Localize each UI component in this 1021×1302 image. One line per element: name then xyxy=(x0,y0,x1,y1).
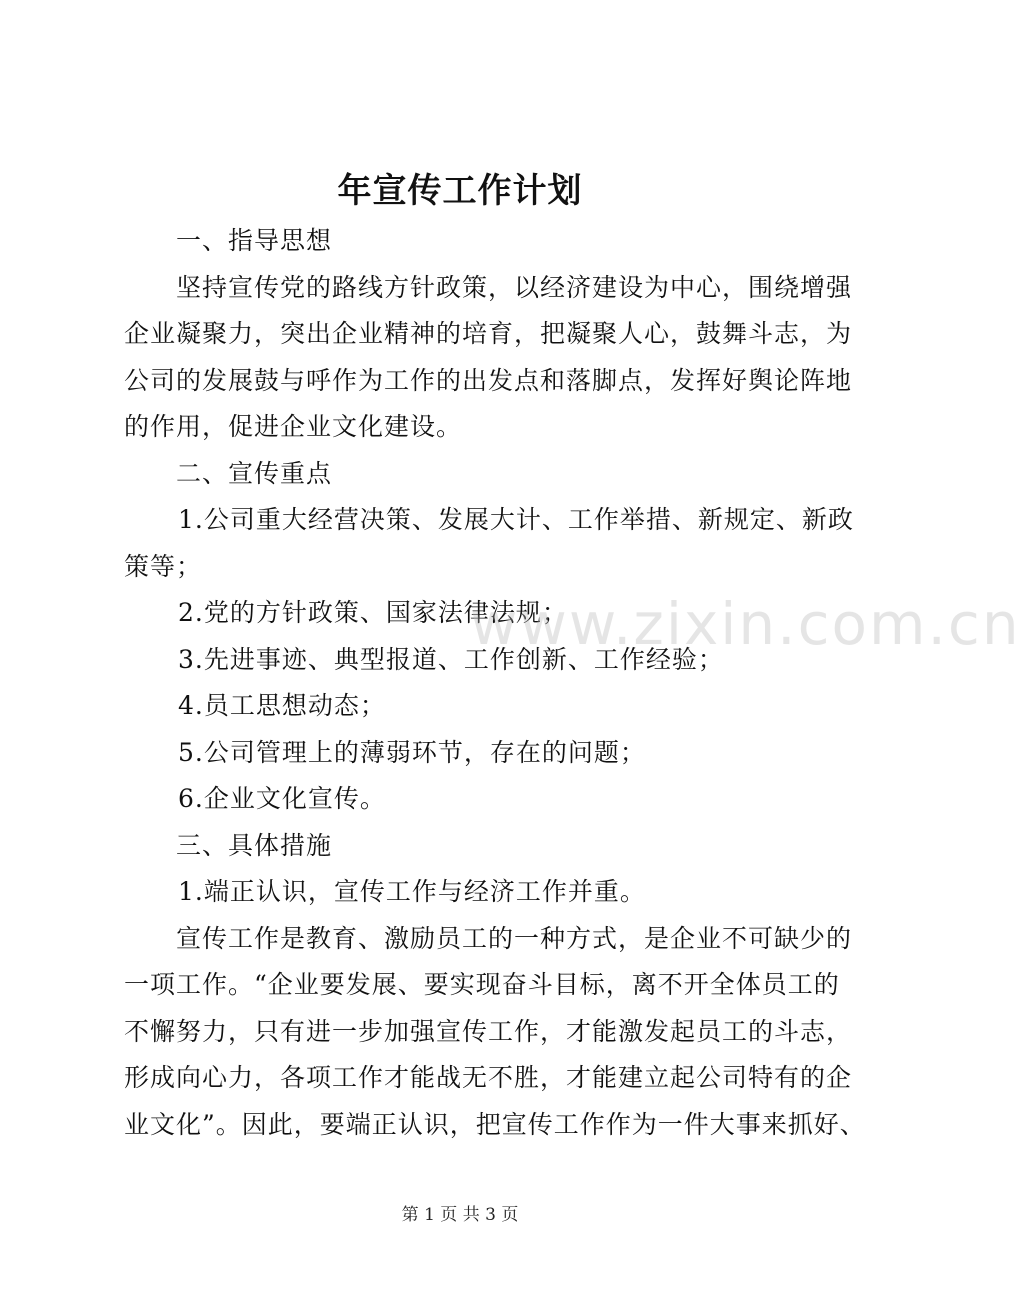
list-item-continuation: 策等； xyxy=(124,551,203,581)
document-title: 年宣传工作计划 xyxy=(337,171,583,211)
paragraph-line: 公司的发展鼓与呼作为工作的出发点和落脚点，发挥好舆论阵地 xyxy=(124,365,853,395)
paragraph-line: 不懈努力，只有进一步加强宣传工作，才能激发起员工的斗志， xyxy=(124,1016,853,1046)
document-body xyxy=(124,218,866,1148)
page-footer: 第 1 页 共 3 页 xyxy=(401,1205,519,1225)
list-item: 2.党的方针政策、国家法律法规； xyxy=(178,598,568,627)
paragraph-line: 一项工作。“企业要发展、要实现奋斗目标，离不开全体员工的 xyxy=(124,970,840,999)
paragraph-line: 坚持宣传党的路线方针政策，以经济建设为中心，围绕增强 xyxy=(176,272,853,302)
paragraph-line: 形成向心力，各项工作才能战无不胜，才能建立起公司特有的企 xyxy=(124,1063,853,1092)
paragraph-line: 的作用，促进企业文化建设。 xyxy=(124,412,463,441)
section-heading: 一、指导思想 xyxy=(176,226,333,255)
section-heading: 二、宣传重点 xyxy=(176,458,333,488)
section-heading: 三、具体措施 xyxy=(176,830,333,860)
list-item: 4.员工思想动态； xyxy=(178,691,386,720)
list-item: 1.端正认识，宣传工作与经济工作并重。 xyxy=(178,877,646,906)
paragraph-line: 业文化”。因此，要端正认识，把宣传工作作为一件大事来抓好、 xyxy=(124,1109,866,1139)
paragraph-line: 企业凝聚力，突出企业精神的培育，把凝聚人心，鼓舞斗志，为 xyxy=(124,319,853,348)
paragraph-line: 宣传工作是教育、激励员工的一种方式，是企业不可缺少的 xyxy=(176,923,853,953)
list-item: 6.企业文化宣传。 xyxy=(178,784,386,813)
watermark: www.zixin.com.cn xyxy=(470,590,1021,658)
list-item: 5.公司管理上的薄弱环节，存在的问题； xyxy=(178,737,646,767)
list-item: 1.公司重大经营决策、发展大计、工作举措、新规定、新政 xyxy=(178,505,854,534)
list-item: 3.先进事迹、典型报道、工作创新、工作经验； xyxy=(178,644,724,674)
